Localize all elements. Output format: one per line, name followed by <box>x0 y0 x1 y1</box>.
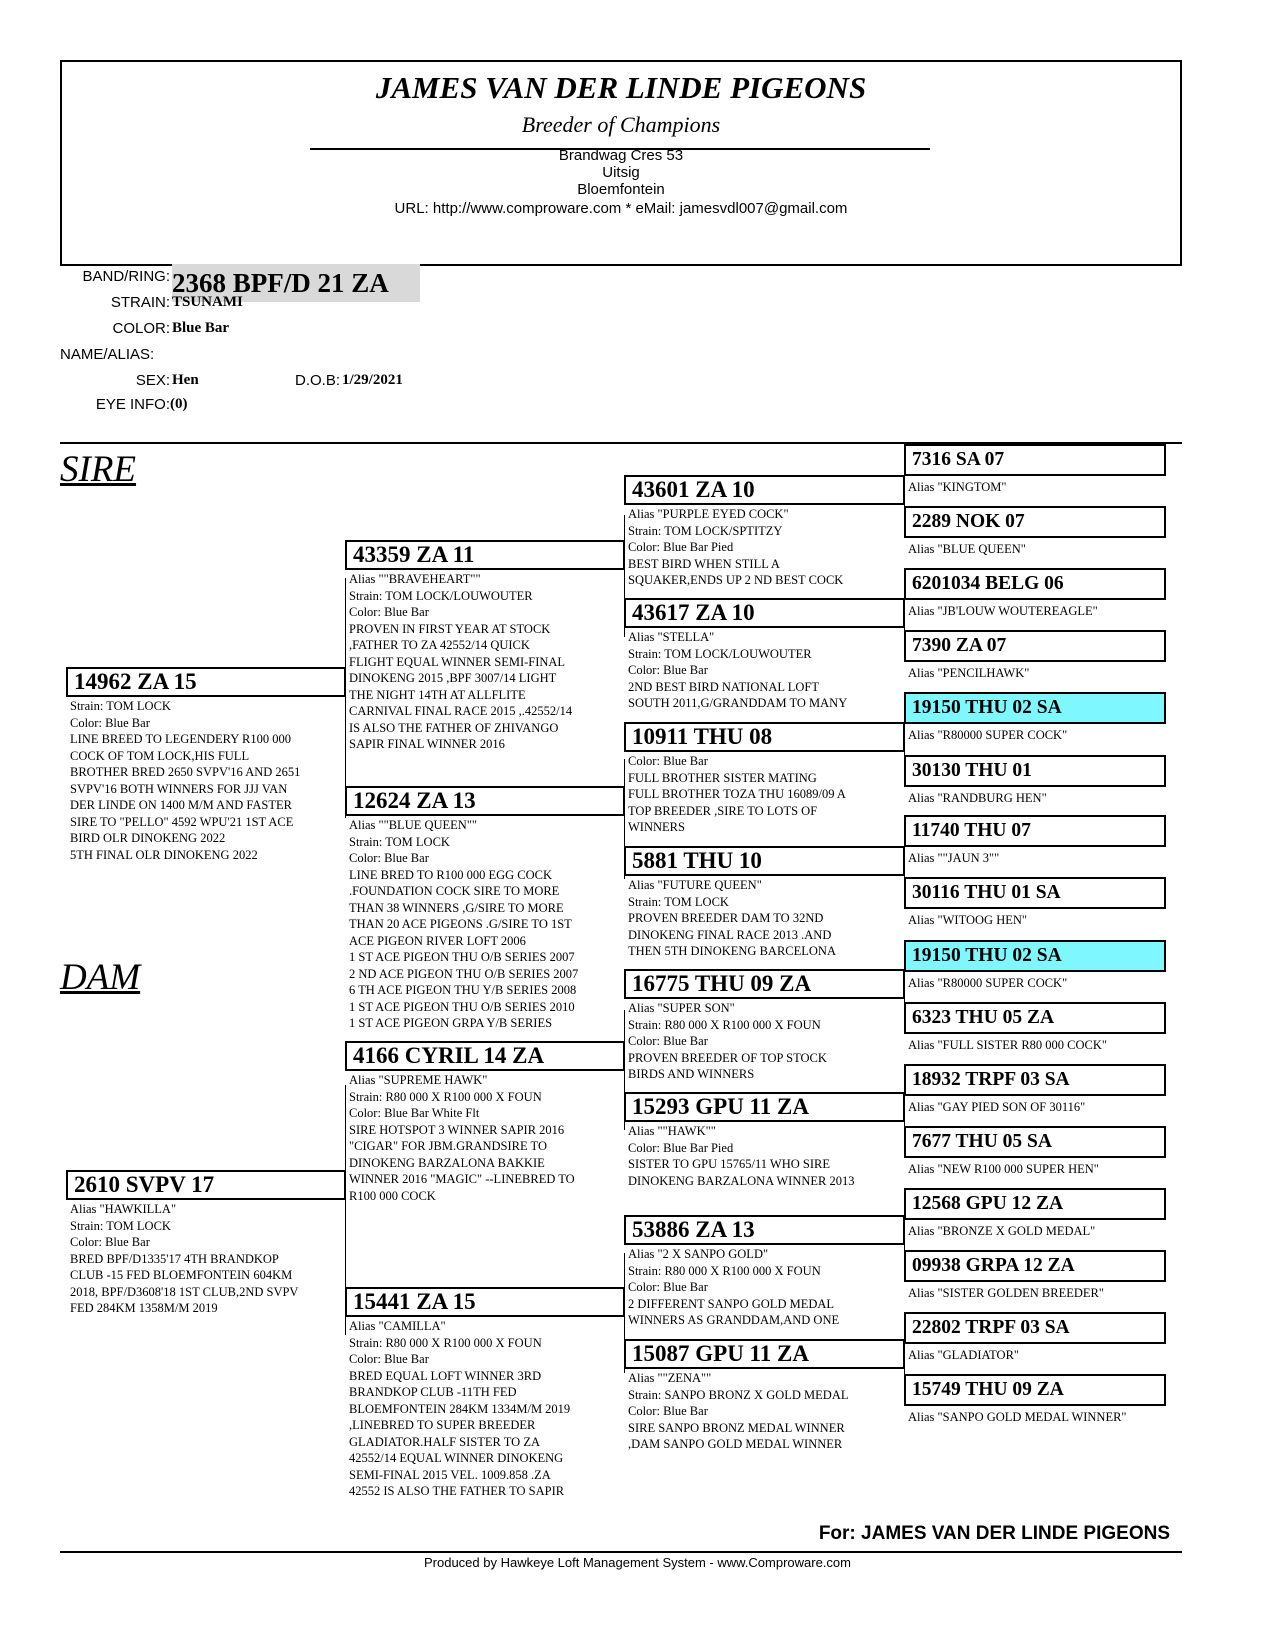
pedigree-g4-8 <box>904 877 1166 928</box>
pedigree-band: 43617 ZA 10 <box>624 598 905 628</box>
pedigree-g4-16 <box>904 1374 1166 1425</box>
pedigree-band: 12568 GPU 12 ZA <box>904 1188 1166 1220</box>
pedigree-details: Alias "FULL SISTER R80 000 COCK" <box>908 1038 1107 1052</box>
color-label: COLOR: <box>112 320 170 337</box>
sex-value: Hen <box>172 372 199 388</box>
pedigree-details: Alias "GAY PIED SON OF 30116" <box>908 1100 1086 1114</box>
pedigree-g4-4 <box>904 630 1166 681</box>
pedigree-sire-dam <box>345 786 625 1032</box>
pedigree-dam <box>66 1170 346 1317</box>
pedigree-g4-9 <box>904 940 1166 991</box>
pedigree-details: Alias "PENCILHAWK" <box>908 666 1030 680</box>
pedigree-band: 7316 SA 07 <box>904 444 1166 476</box>
pedigree-band: 2289 NOK 07 <box>904 506 1166 538</box>
pedigree-details: Alias "FUTURE QUEEN" Strain: TOM LOCK PROVEN BREEDER DAM TO 32ND DINOKENG FINAL RACE 2013 .AND THEN 5TH DINOKENG BARCELONA <box>628 878 836 958</box>
pedigree-details: Alias "JB'LOUW WOUTEREAGLE" <box>908 604 1098 618</box>
dob-value: 1/29/2021 <box>342 372 403 388</box>
pedigree-g3-7 <box>624 1215 905 1329</box>
pedigree-band: 16775 THU 09 ZA <box>624 969 905 999</box>
pedigree-band: 7390 ZA 07 <box>904 630 1166 662</box>
pedigree-band: 15087 GPU 11 ZA <box>624 1339 905 1369</box>
pedigree-band: 19150 THU 02 SA <box>904 940 1166 972</box>
pedigree-g4-10 <box>904 1002 1166 1053</box>
pedigree-details: Alias "SUPER SON" Strain: R80 000 X R100 000 X FOUN Color: Blue Bar PROVEN BREEDER OF TOP STOCK BIRDS AND WINNERS <box>628 1001 827 1081</box>
pedigree-details: Alias "SANPO GOLD MEDAL WINNER" <box>908 1410 1127 1424</box>
pedigree-band: 15441 ZA 15 <box>345 1287 625 1317</box>
pedigree-details: Alias "GLADIATOR" <box>908 1348 1020 1362</box>
pedigree-details: Alias "WITOOG HEN" <box>908 913 1027 927</box>
pedigree-g3-4 <box>624 846 905 960</box>
pedigree-g4-11 <box>904 1064 1166 1115</box>
pedigree-band: 09938 GRPA 12 ZA <box>904 1250 1166 1282</box>
pedigree-g3-5 <box>624 969 905 1083</box>
eye-label: EYE INFO: <box>95 396 170 413</box>
pedigree-band: 18932 TRPF 03 SA <box>904 1064 1166 1096</box>
pedigree-details: Alias "HAWKILLA" Strain: TOM LOCK Color: Blue Bar BRED BPF/D1335'17 4TH BRANDKOP CLUB -15 FED BLOEMFONTEIN 604KM 2018, BPF/D3608'18 1ST CLUB,2ND SVPV FED 284KM 1358M/M 2019 <box>70 1202 299 1315</box>
pedigree-details: Alias "RANDBURG HEN" <box>908 791 1047 805</box>
strain-label: STRAIN: <box>110 294 170 311</box>
pedigree-g4-1 <box>904 444 1166 495</box>
pedigree-band: 15293 GPU 11 ZA <box>624 1092 905 1122</box>
pedigree-band: 43359 ZA 11 <box>345 540 625 570</box>
prepared-for: For: JAMES VAN DER LINDE PIGEONS <box>818 1523 1170 1544</box>
pedigree-band: 43601 ZA 10 <box>624 475 905 505</box>
pedigree-details: Alias "R80000 SUPER COCK" <box>908 728 1068 742</box>
pedigree-g4-13 <box>904 1188 1166 1239</box>
strain-value: TSUNAMI <box>172 294 243 310</box>
pedigree-g4-5 <box>904 692 1166 743</box>
pedigree-band: 19150 THU 02 SA <box>904 692 1166 724</box>
pedigree-details: Alias "CAMILLA" Strain: R80 000 X R100 000 X FOUN Color: Blue Bar BRED EQUAL LOFT WINNER 3RD BRANDKOP CLUB -11TH FED BLOEMFONTEIN 284KM 1334M/M 2019 ,LINEBRED TO SUPER BREEDER GLADIATOR.HALF SISTER TO ZA 42552/14 EQUAL WINNER DINOKENG SEMI-FINAL 2015 VEL. 1009.858 .ZA 42552 IS ALSO THE FATHER TO SAPIR <box>349 1319 571 1498</box>
pedigree-details: Alias "NEW R100 000 SUPER HEN" <box>908 1162 1099 1176</box>
pedigree-details: Alias ""HAWK"" Color: Blue Bar Pied SISTER TO GPU 15765/11 WHO SIRE DINOKENG BARZALONA WINNER 2013 <box>628 1124 855 1188</box>
pedigree-band: 11740 THU 07 <box>904 815 1166 847</box>
pedigree-g4-14 <box>904 1250 1166 1301</box>
sire-heading: SIRE <box>60 449 137 490</box>
pedigree-g3-8 <box>624 1339 905 1453</box>
eye-value: (0) <box>170 396 188 412</box>
pedigree-band: 7677 THU 05 SA <box>904 1126 1166 1158</box>
pedigree-band: 15749 THU 09 ZA <box>904 1374 1166 1406</box>
pedigree-sire-sire <box>345 540 625 753</box>
contact-line: URL: http://www.comproware.com * eMail: jamesvdl007@gmail.com <box>394 200 848 217</box>
pedigree-g4-6 <box>904 755 1166 806</box>
pedigree-details: Alias ""JAUN 3"" <box>908 851 1000 865</box>
address-line-1: Brandwag Cres 53 <box>558 147 684 164</box>
dam-heading: DAM <box>60 957 141 998</box>
color-value: Blue Bar <box>172 320 230 336</box>
pedigree-details: Alias "BRONZE X GOLD MEDAL" <box>908 1224 1096 1238</box>
pedigree-g4-12 <box>904 1126 1166 1177</box>
pedigree-details: Alias "R80000 SUPER COCK" <box>908 976 1068 990</box>
pedigree-details: Alias ""BLUE QUEEN"" Strain: TOM LOCK Color: Blue Bar LINE BRED TO R100 000 EGG COCK .FOUNDATION COCK SIRE TO MORE THAN 38 WINNERS ,G/SIRE TO MORE THAN 20 ACE PIGEONS .G/SIRE TO 1ST ACE PIGEON RIVER LOFT 2006 1 ST ACE PIGEON THU O/B SERIES 2007 2 ND ACE PIGEON THU O/B SERIES 2007 6 TH ACE PIGEON THU Y/B SERIES 2008 1 ST ACE PIGEON THU O/B SERIES 2010 1 ST ACE PIGEON GRPA Y/B SERIES <box>349 818 579 1030</box>
pedigree-band: 2610 SVPV 17 <box>66 1170 346 1200</box>
pedigree-details: Alias "SISTER GOLDEN BREEDER" <box>908 1286 1104 1300</box>
pedigree-band: 12624 ZA 13 <box>345 786 625 816</box>
dob-label: D.O.B: <box>294 372 340 389</box>
pedigree-band: 10911 THU 08 <box>624 722 905 752</box>
pedigree-details: Alias ""ZENA"" Strain: SANPO BRONZ X GOLD MEDAL Color: Blue Bar SIRE SANPO BRONZ MEDAL WINNER ,DAM SANPO GOLD MEDAL WINNER <box>628 1371 849 1451</box>
address-line-3: Bloemfontein <box>577 181 665 198</box>
band-label: BAND/RING: <box>82 268 170 285</box>
pedigree-g4-2 <box>904 506 1166 557</box>
pedigree-band: 6323 THU 05 ZA <box>904 1002 1166 1034</box>
footer-divider <box>60 1551 1182 1553</box>
pedigree-g3-2 <box>624 598 905 712</box>
pedigree-band: 14962 ZA 15 <box>66 667 346 697</box>
pedigree-details: Alias "STELLA" Strain: TOM LOCK/LOUWOUTER Color: Blue Bar 2ND BEST BIRD NATIONAL LOFT SOUTH 2011,G/GRANDDAM TO MANY <box>628 630 848 710</box>
pedigree-g3-1 <box>624 475 905 589</box>
pedigree-band: 6201034 BELG 06 <box>904 568 1166 600</box>
name-label: NAME/ALIAS: <box>60 346 155 363</box>
pedigree-sire <box>66 667 346 863</box>
pedigree-g4-3 <box>904 568 1166 619</box>
pedigree-band: 4166 CYRIL 14 ZA <box>345 1041 625 1071</box>
pedigree-band: 22802 TRPF 03 SA <box>904 1312 1166 1344</box>
pedigree-dam-dam <box>345 1287 625 1500</box>
pedigree-band: 53886 ZA 13 <box>624 1215 905 1245</box>
pedigree-g4-15 <box>904 1312 1166 1363</box>
address-line-2: Uitsig <box>602 164 640 181</box>
loft-subtitle: Breeder of Champions <box>521 112 721 137</box>
pedigree-g4-7 <box>904 815 1166 866</box>
pedigree-dam-sire <box>345 1041 625 1204</box>
band-value: 2368 BPF/D 21 ZA <box>172 264 420 302</box>
header-box <box>60 60 1182 266</box>
pedigree-band: 30116 THU 01 SA <box>904 877 1166 909</box>
pedigree-band: 5881 THU 10 <box>624 846 905 876</box>
pedigree-details: Alias "KINGTOM" <box>908 480 1007 494</box>
pedigree-details: Color: Blue Bar FULL BROTHER SISTER MATING FULL BROTHER TOZA THU 16089/09 A TOP BREEDER ,SIRE TO LOTS OF WINNERS <box>628 754 846 834</box>
pedigree-details: Alias "PURPLE EYED COCK" Strain: TOM LOCK/SPTITZY Color: Blue Bar Pied BEST BIRD WHEN STILL A SQUAKER,ENDS UP 2 ND BEST COCK <box>628 507 844 587</box>
pedigree-g3-6 <box>624 1092 905 1189</box>
pedigree-details: Alias "BLUE QUEEN" <box>908 542 1026 556</box>
sex-label: SEX: <box>135 372 170 389</box>
pedigree-details: Alias "SUPREME HAWK" Strain: R80 000 X R100 000 X FOUN Color: Blue Bar White Flt SIRE HOTSPOT 3 WINNER SAPIR 2016 "CIGAR" FOR JBM.GRANDSIRE TO DINOKENG BARZALONA BAKKIE WINNER 2016 "MAGIC" --LINEBRED TO R100 000 COCK <box>349 1073 575 1203</box>
pedigree-band: 30130 THU 01 <box>904 755 1166 787</box>
pedigree-details: Strain: TOM LOCK Color: Blue Bar LINE BREED TO LEGENDERY R100 000 COCK OF TOM LOCK,HIS FULL BROTHER BRED 2650 SVPV'16 AND 2651 SVPV'16 BOTH WINNERS FOR JJJ VAN DER LINDE ON 1400 M/M AND FASTER SIRE TO "PELLO" 4592 WPU'21 1ST ACE BIRD OLR DINOKENG 2022 5TH FINAL OLR DINOKENG 2022 <box>70 699 301 862</box>
loft-title: JAMES VAN DER LINDE PIGEONS <box>375 70 867 105</box>
pedigree-g3-3 <box>624 722 905 836</box>
pedigree-details: Alias "2 X SANPO GOLD" Strain: R80 000 X R100 000 X FOUN Color: Blue Bar 2 DIFFERENT SANPO GOLD MEDAL WINNERS AS GRANDDAM,AND ONE <box>628 1247 840 1327</box>
pedigree-details: Alias ""BRAVEHEART"" Strain: TOM LOCK/LOUWOUTER Color: Blue Bar PROVEN IN FIRST YEAR AT STOCK ,FATHER TO ZA 42552/14 QUICK FLIGHT EQUAL WINNER SEMI-FINAL DINOKENG 2015 ,BPF 3007/14 LIGHT THE NIGHT 14TH AT ALLFLITE CARNIVAL FINAL RACE 2015 ,.42552/14 IS ALSO THE FATHER OF ZHIVANGO SAPIR FINAL WINNER 2016 <box>349 572 573 751</box>
produced-by: Produced by Hawkeye Loft Management System - www.Comproware.com <box>423 1555 851 1570</box>
